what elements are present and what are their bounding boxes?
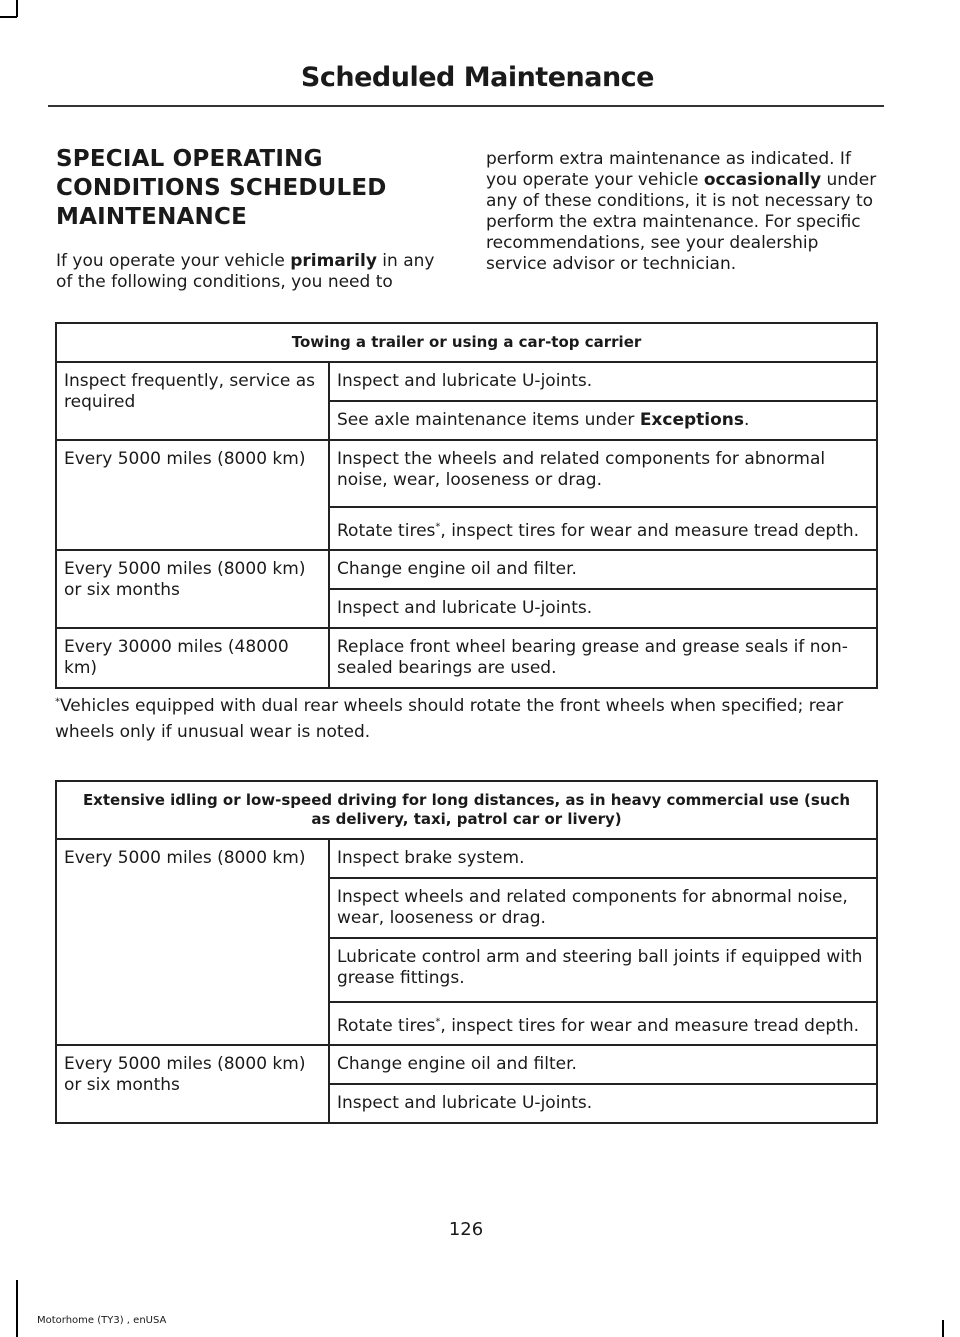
- table-row: [56, 362, 877, 401]
- interval-cell: Inspect frequently, service as required: [56, 362, 329, 440]
- table-row: [56, 839, 877, 878]
- emphasis-occasionally: occasionally: [703, 170, 822, 190]
- text: If you operate your vehicle: [56, 251, 291, 271]
- text: in any of the following conditions, you need to: [56, 251, 435, 292]
- table-title: Extensive idling or low-speed driving for long distances, as in heavy commercial use (such as delivery, taxi, patrol car or livery): [56, 781, 877, 839]
- text: Rotate tires: [337, 521, 436, 541]
- page-title: Scheduled Maintenance: [300, 62, 654, 93]
- page-number: 126: [448, 1219, 484, 1240]
- emphasis-primarily: primarily: [290, 251, 377, 271]
- towing-maintenance-table: [55, 322, 878, 689]
- task-cell: Inspect brake system.: [329, 839, 877, 878]
- exceptions-reference: Exceptions: [639, 410, 745, 430]
- heading-line-1: SPECIAL OPERATING: [56, 146, 323, 172]
- table-row: [56, 550, 877, 589]
- footnote-marker: *: [435, 521, 441, 533]
- footnote-text: Vehicles equipped with dual rear wheels should rotate the front wheels when specified; rear wheels only if unusual wear is noted.: [55, 696, 844, 742]
- table-row: [56, 440, 877, 507]
- footer-text: Motorhome (TY3) , enUSA: [37, 1315, 167, 1326]
- text: under any of these conditions, it is not necessary to perform the extra maintenance. For specific recommendations, see your dealership service advisor or technician.: [486, 170, 877, 274]
- table-row: [56, 1045, 877, 1084]
- section-heading: [56, 145, 451, 232]
- task-cell: Inspect and lubricate U-joints.: [329, 1084, 877, 1123]
- text: .: [744, 410, 750, 430]
- task-cell: Change engine oil and filter.: [329, 550, 877, 589]
- crop-mark-bottom-left: [16, 1280, 18, 1337]
- text: , inspect tires for wear and measure tread depth.: [440, 521, 860, 541]
- text: Rotate tires: [337, 1016, 436, 1036]
- task-cell: Inspect and lubricate U-joints.: [329, 362, 877, 401]
- task-cell: Lubricate control arm and steering ball joints if equipped with grease fittings.: [329, 938, 877, 1002]
- idling-maintenance-table: [55, 780, 878, 1124]
- task-cell: Change engine oil and filter.: [329, 1045, 877, 1084]
- text: See axle maintenance items under: [337, 410, 640, 430]
- intro-paragraph-1: [56, 251, 451, 293]
- crop-mark-bottom-right: [942, 1320, 944, 1337]
- task-cell: [329, 1002, 877, 1045]
- task-cell: Inspect and lubricate U-joints.: [329, 589, 877, 628]
- footnote: [55, 693, 885, 745]
- crop-mark-top-left-v: [16, 0, 18, 17]
- heading-line-3: MAINTENANCE: [56, 204, 247, 230]
- interval-cell: Every 5000 miles (8000 km) or six months: [56, 550, 329, 628]
- footnote-marker: *: [55, 696, 60, 708]
- intro-right-column: [486, 149, 881, 275]
- task-cell: Inspect wheels and related components for abnormal noise, wear, looseness or drag.: [329, 878, 877, 938]
- header-divider: [48, 105, 884, 107]
- crop-mark-top-left: [0, 16, 17, 18]
- task-cell: Inspect the wheels and related components for abnormal noise, wear, looseness or drag.: [329, 440, 877, 507]
- intro-paragraph-2: [486, 149, 881, 275]
- interval-cell: Every 5000 miles (8000 km) or six months: [56, 1045, 329, 1123]
- task-cell: Replace front wheel bearing grease and grease seals if non-sealed bearings are used.: [329, 628, 877, 688]
- intro-left-column: [56, 145, 451, 293]
- task-cell: [329, 507, 877, 550]
- interval-cell: Every 5000 miles (8000 km): [56, 440, 329, 550]
- heading-line-2: CONDITIONS SCHEDULED: [56, 175, 387, 201]
- task-cell: [329, 401, 877, 440]
- table-row: [56, 628, 877, 688]
- table-title: Towing a trailer or using a car-top carrier: [56, 323, 877, 362]
- text: , inspect tires for wear and measure tread depth.: [440, 1016, 860, 1036]
- footnote-marker: *: [435, 1016, 441, 1028]
- text: perform extra maintenance as indicated. If you operate your vehicle: [486, 149, 851, 190]
- interval-cell: Every 5000 miles (8000 km): [56, 839, 329, 1045]
- interval-cell: Every 30000 miles (48000 km): [56, 628, 329, 688]
